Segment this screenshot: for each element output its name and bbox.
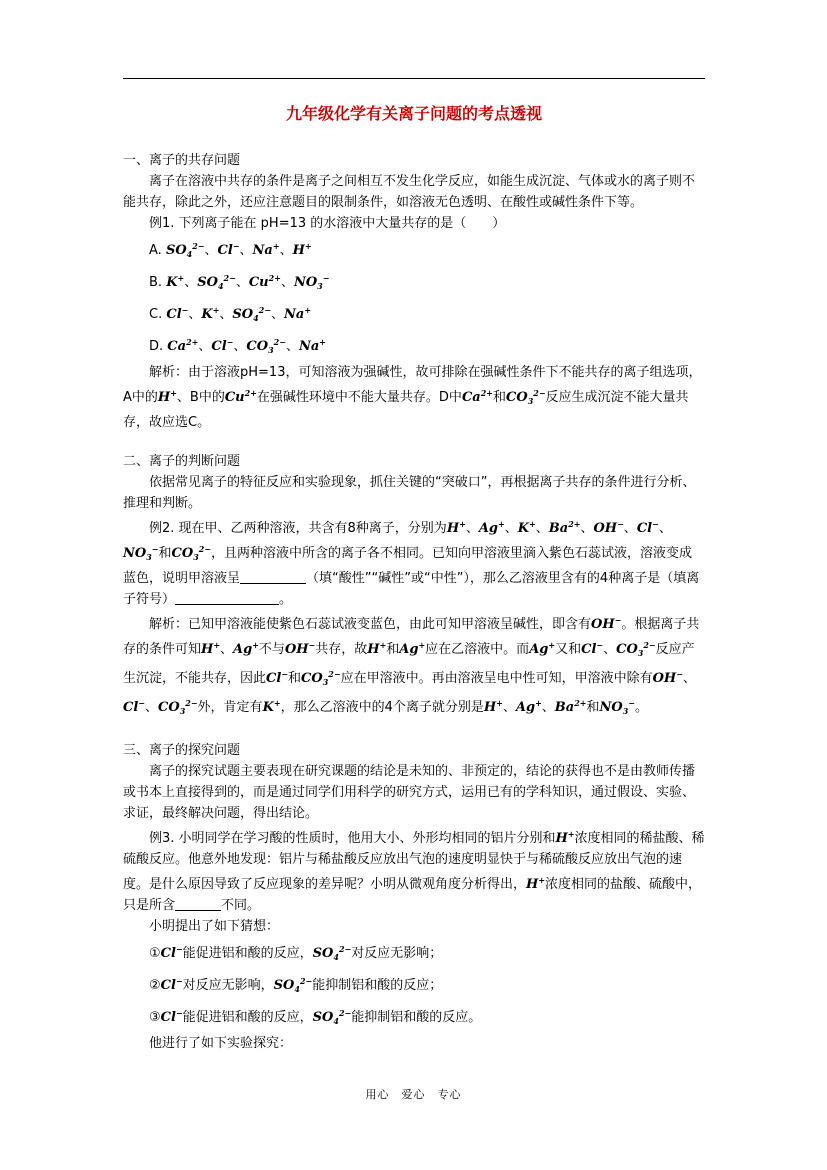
guess-2: ②Cl−对反应无影响，$SO_4^{2-}$能抑制铝和酸的反应； (149, 976, 443, 994)
option-c: C. Cl−、K+、$SO_4^{2-}$、Na+ (149, 305, 312, 323)
ion-cu: $Cu^{2+}$ (224, 388, 257, 405)
ion-ag: Ag+ (399, 640, 426, 657)
answer-blank-3[interactable] (175, 896, 221, 911)
ion-ca: $Ca^{2+}$ (167, 337, 199, 354)
ion-so4: $SO_4^{2-}$ (312, 1008, 352, 1026)
option-a: A. $SO_4^{2-}$、Cl−、Na+、H+ (149, 241, 312, 259)
ion-h: H+ (367, 640, 387, 657)
document-body (123, 150, 705, 1054)
ion-no3: $NO_3^-$ (123, 544, 159, 562)
ion-oh: OH− (652, 669, 683, 686)
ion-h: H+ (292, 241, 312, 258)
ion-ba: $Ba^{2+}$ (554, 698, 587, 715)
example-2-question: 例2. 现在甲、乙两种溶液，共含有8种离子，分别为H+、Ag+、K+、$Ba^{2+}$、OH−、Cl−、$NO_3^-$和$CO_3^{2-}$，且两种溶液中所含的离子各不相同。已知向甲溶液里滴入紫色石蕊试液，溶液变成蓝色，说明甲溶液呈 （填“酸性”“碱性”或“中性”），那么乙溶液里含有的4种离子是（填离子符号） 。 (123, 519, 700, 607)
ion-h: H+ (483, 698, 503, 715)
ion-cu: $Cu^{2+}$ (248, 273, 281, 290)
option-b-label: B. (149, 275, 163, 290)
answer-blank-1[interactable] (240, 569, 306, 584)
experiment-intro: 他进行了如下实验探究： (149, 1036, 293, 1051)
section-1-heading: 一、离子的共存问题 (123, 153, 241, 168)
section-1-paragraph: 离子在溶液中共存的条件是离子之间相互不发生化学反应，如能生成沉淀、气体或水的离子则不能共存，除此之外，还应注意题目的限制条件，如溶液无色透明、在酸性或碱性条件下等。 (123, 174, 696, 210)
ion-no3: $NO_3^-$ (599, 698, 635, 716)
ion-co3: $CO_3^{2-}$ (246, 337, 286, 355)
example-1-question: 例1. 下列离子能在 pH=13 的水溶液中大量共存的是（ ） (149, 216, 506, 231)
ion-so4: $SO_4^{2-}$ (273, 976, 313, 994)
ion-co3: $CO_3^{2-}$ (158, 698, 198, 716)
ion-so4: $SO_4^{2-}$ (232, 305, 271, 323)
section-3-paragraph: 离子的探究试题主要表现在研究课题的结论是未知的、非预定的，结论的获得也不是由教师传播或书本上直接得到的，而是通过同学们用科学的研究方式，运用已有的学科知识，通过假设、实验、求证，最终解决问题，得出结论。 (123, 764, 696, 821)
ion-k: K+ (201, 305, 220, 322)
ion-co3: $CO_3^{2-}$ (506, 388, 546, 406)
guess-1: ①Cl−能促进铝和酸的反应，$SO_4^{2-}$对反应无影响； (149, 944, 443, 962)
ion-k: K+ (166, 273, 185, 290)
ion-h: H+ (157, 388, 177, 405)
ion-cl: Cl− (581, 640, 604, 657)
guess-3: ③Cl−能促进铝和酸的反应，$SO_4^{2-}$能抑制铝和酸的反应。 (149, 1008, 482, 1026)
ion-co3: $CO_3^{2-}$ (616, 640, 656, 658)
ion-so4: $SO_4^{2-}$ (165, 241, 205, 259)
ion-co3: $CO_3^{2-}$ (301, 669, 341, 687)
ion-so4: $SO_4^{2-}$ (312, 944, 352, 962)
page-title: 九年级化学有关离子问题的考点透视 (285, 104, 542, 123)
option-b: B. K+、$SO_4^{2-}$、$Cu^{2+}$、$NO_3^-$ (149, 273, 330, 291)
ion-ag: Ag+ (529, 640, 556, 657)
ion-cl: Cl− (636, 519, 659, 536)
ion-cl: Cl− (160, 1008, 183, 1025)
ion-ca: $Ca^{2+}$ (461, 388, 493, 405)
ion-na: Na+ (298, 337, 326, 354)
section-2-heading: 二、离子的判断问题 (123, 454, 241, 469)
ion-h: H+ (526, 875, 546, 892)
ion-oh: OH− (284, 640, 316, 657)
ion-no3: $NO_3^-$ (293, 273, 330, 291)
header-rule (123, 78, 705, 79)
ion-na: Na+ (252, 241, 280, 258)
section-2-paragraph: 依据常见离子的特征反应和实验现象，抓住关键的“突破口”，再根据离子共存的条件进行分析、推理和判断。 (123, 475, 696, 511)
ion-cl: Cl− (211, 337, 234, 354)
option-d-label: D. (149, 339, 164, 354)
ion-cl: Cl− (266, 669, 289, 686)
page-footer: 用心 爱心 专心 (365, 1088, 462, 1101)
ion-oh: OH− (591, 615, 622, 632)
ion-cl: Cl− (160, 944, 183, 961)
ion-h: H+ (446, 519, 466, 536)
ion-ag: Ag+ (515, 698, 542, 715)
ion-h: H+ (555, 829, 575, 846)
ion-ag: Ag+ (478, 519, 505, 536)
ion-ba: $Ba^{2+}$ (548, 519, 581, 536)
ion-co3: $CO_3^{2-}$ (171, 544, 212, 562)
ion-cl: Cl− (166, 305, 189, 322)
ion-cl: Cl− (123, 698, 145, 715)
ion-oh: OH− (593, 519, 624, 536)
ion-h: H+ (201, 640, 221, 657)
ion-cl: Cl− (217, 241, 240, 258)
guess-intro: 小明提出了如下猜想： (149, 919, 280, 934)
ion-k: K+ (517, 519, 536, 536)
option-a-label: A. (149, 243, 162, 258)
example-1-analysis: 解析：由于溶液pH=13，可知溶液为强碱性，故可排除在强碱性条件下不能共存的离子组选项，A中的H+、B中的$Cu^{2+}$在强碱性环境中不能大量共存。D中$Ca^{2+}$和$CO_3^{2-}$反应生成沉淀不能大量共存，故应选C。 (123, 365, 702, 430)
ion-ag: Ag+ (233, 640, 259, 657)
ion-na: Na+ (284, 305, 312, 322)
section-3-heading: 三、离子的探究问题 (123, 743, 241, 758)
example-3-question: 例3. 小明同学在学习酸的性质时，他用大小、外形均相同的铝片分别和H+浓度相同的稀盐酸、稀硫酸反应。他意外地发现：铝片与稀盐酸反应放出气泡的速度明显快于与稀硫酸反应放出气泡的速度。是什么原因导致了反应现象的差异呢？小明从微观角度分析得出，H+浓度相同的盐酸、硫酸中，只是所含 不同。 (123, 829, 705, 913)
ion-k: K+ (262, 698, 281, 715)
ion-cl: Cl− (160, 976, 183, 993)
option-c-label: C. (149, 307, 163, 322)
ion-so4: $SO_4^{2-}$ (197, 273, 236, 291)
example-2-analysis: 解析：已知甲溶液能使紫色石蕊试液变蓝色，由此可知甲溶液呈碱性，即含有OH−。根据离子共存的条件可知H+、Ag+不与OH−共存，故H+和Ag+应在乙溶液中。而Ag+又和Cl−、$CO_3^{2-}$反应产生沉淀，不能共存，因此Cl−和$CO_3^{2-}$应在甲溶液中。再由溶液呈电中性可知，甲溶液中除有OH−、Cl−、$CO_3^{2-}$外，肯定有K+，那么乙溶液中的4个离子就分别是H+、Ag+、$Ba^{2+}$和$NO_3^-$。 (123, 615, 700, 716)
option-d: D. $Ca^{2+}$、Cl−、$CO_3^{2-}$、Na+ (149, 337, 326, 355)
answer-blank-2[interactable] (175, 590, 279, 605)
